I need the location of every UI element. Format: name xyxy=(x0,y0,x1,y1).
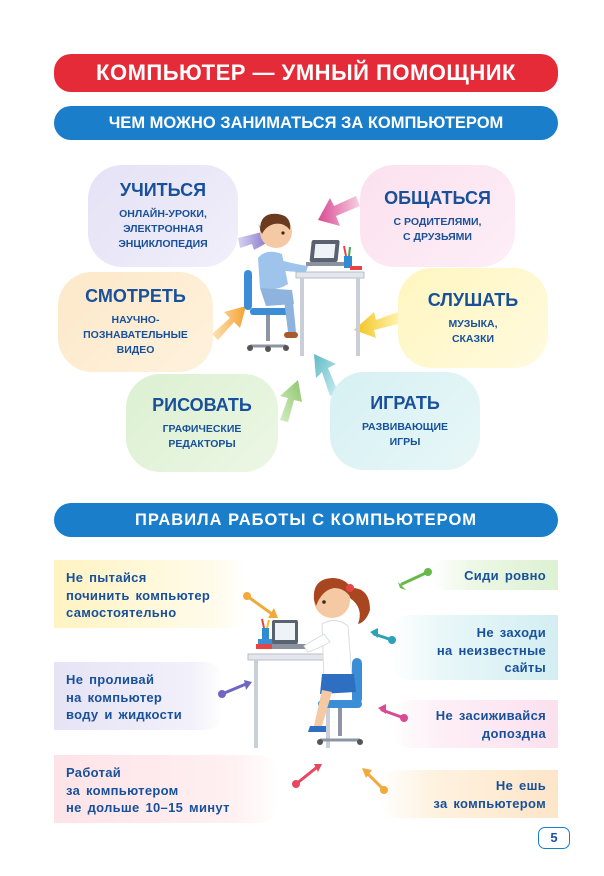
activity-verb: ИГРАТЬ xyxy=(370,392,440,413)
rule-line: Не проливай xyxy=(66,672,155,687)
rule-line: Работай xyxy=(66,765,122,780)
rule-line: допоздна xyxy=(481,725,546,741)
rule-no-spilling xyxy=(54,662,224,730)
pointer-sit xyxy=(402,572,428,584)
rule-line: на неизвестные xyxy=(436,642,546,658)
pointer-spill xyxy=(222,684,246,694)
activity-detail: ГРАФИЧЕСКИЕ xyxy=(162,422,242,435)
rule-line: не дольше 10–15 минут xyxy=(66,800,230,816)
rule-not-late xyxy=(390,700,558,748)
rule-line: сайты xyxy=(504,660,546,676)
activity-detail: ВИДЕО xyxy=(116,343,155,356)
rule-time-limit xyxy=(54,755,279,823)
rule-no-unknown-sites xyxy=(390,615,558,680)
section-heading-activities: ЧЕМ МОЖНО ЗАНИМАТЬСЯ ЗА КОМПЬЮТЕРОМ xyxy=(54,106,558,140)
activity-detail: С ДРУЗЬЯМИ xyxy=(403,230,472,243)
activity-verb: УЧИТЬСЯ xyxy=(119,180,207,201)
rule-line: за компьютером xyxy=(66,782,179,798)
activity-draw xyxy=(126,374,278,472)
rule-sit-straight xyxy=(430,560,558,590)
activity-verb: РИСОВАТЬ xyxy=(152,394,252,415)
activity-detail: ЭЛЕКТРОННАЯ xyxy=(123,223,203,236)
activity-learn xyxy=(88,165,238,267)
activity-detail: СКАЗКИ xyxy=(451,332,495,345)
rule-line: воду и жидкости xyxy=(66,707,183,723)
activity-verb: СМОТРЕТЬ xyxy=(85,286,186,307)
page-title: КОМПЬЮТЕР — УМНЫЙ ПОМОЩНИК xyxy=(54,54,558,92)
activity-detail: ЭНЦИКЛОПЕДИЯ xyxy=(118,237,208,250)
activity-listen xyxy=(398,268,548,368)
activity-detail: ОНЛАЙН-УРОКИ, xyxy=(119,208,207,221)
section-heading-rules: ПРАВИЛА РАБОТЫ С КОМПЬЮТЕРОМ xyxy=(54,503,558,537)
activity-detail: НАУЧНО- xyxy=(111,314,160,327)
activity-detail: ПОЗНАВАТЕЛЬНЫЕ xyxy=(83,329,188,342)
activity-verb: ОБЩАТЬСЯ xyxy=(384,187,491,208)
activity-detail: ИГРЫ xyxy=(389,435,421,448)
activity-watch xyxy=(58,272,213,372)
rule-line: починить компьютер xyxy=(66,587,211,603)
activity-detail: МУЗЫКА, xyxy=(448,317,498,330)
rule-line: Не засиживайся xyxy=(435,708,546,723)
rule-line: Сиди ровно xyxy=(464,568,546,583)
activity-play xyxy=(330,372,480,470)
pointer-time xyxy=(296,768,316,784)
rule-line: на компьютер xyxy=(66,689,163,705)
rule-line: Не ешь xyxy=(495,778,546,793)
activity-detail: РАЗВИВАЮЩИЕ xyxy=(361,420,449,433)
rule-line: самостоятельно xyxy=(66,605,177,621)
activity-detail: РЕДАКТОРЫ xyxy=(168,437,236,450)
rule-no-self-repair xyxy=(54,560,249,628)
girl-at-computer-illustration xyxy=(244,566,386,752)
rule-line: за компьютером xyxy=(433,795,546,811)
activity-chat xyxy=(360,165,515,267)
activity-detail: С РОДИТЕЛЯМИ, xyxy=(393,215,482,228)
activity-verb: СЛУШАТЬ xyxy=(427,289,519,310)
boy-at-computer-illustration xyxy=(236,200,368,360)
page-number: 5 xyxy=(538,827,570,849)
rule-no-eating xyxy=(378,770,558,818)
arrow-draw xyxy=(280,380,302,422)
rule-line: Не пытайся xyxy=(66,570,147,585)
rule-line: Не заходи xyxy=(476,625,546,640)
